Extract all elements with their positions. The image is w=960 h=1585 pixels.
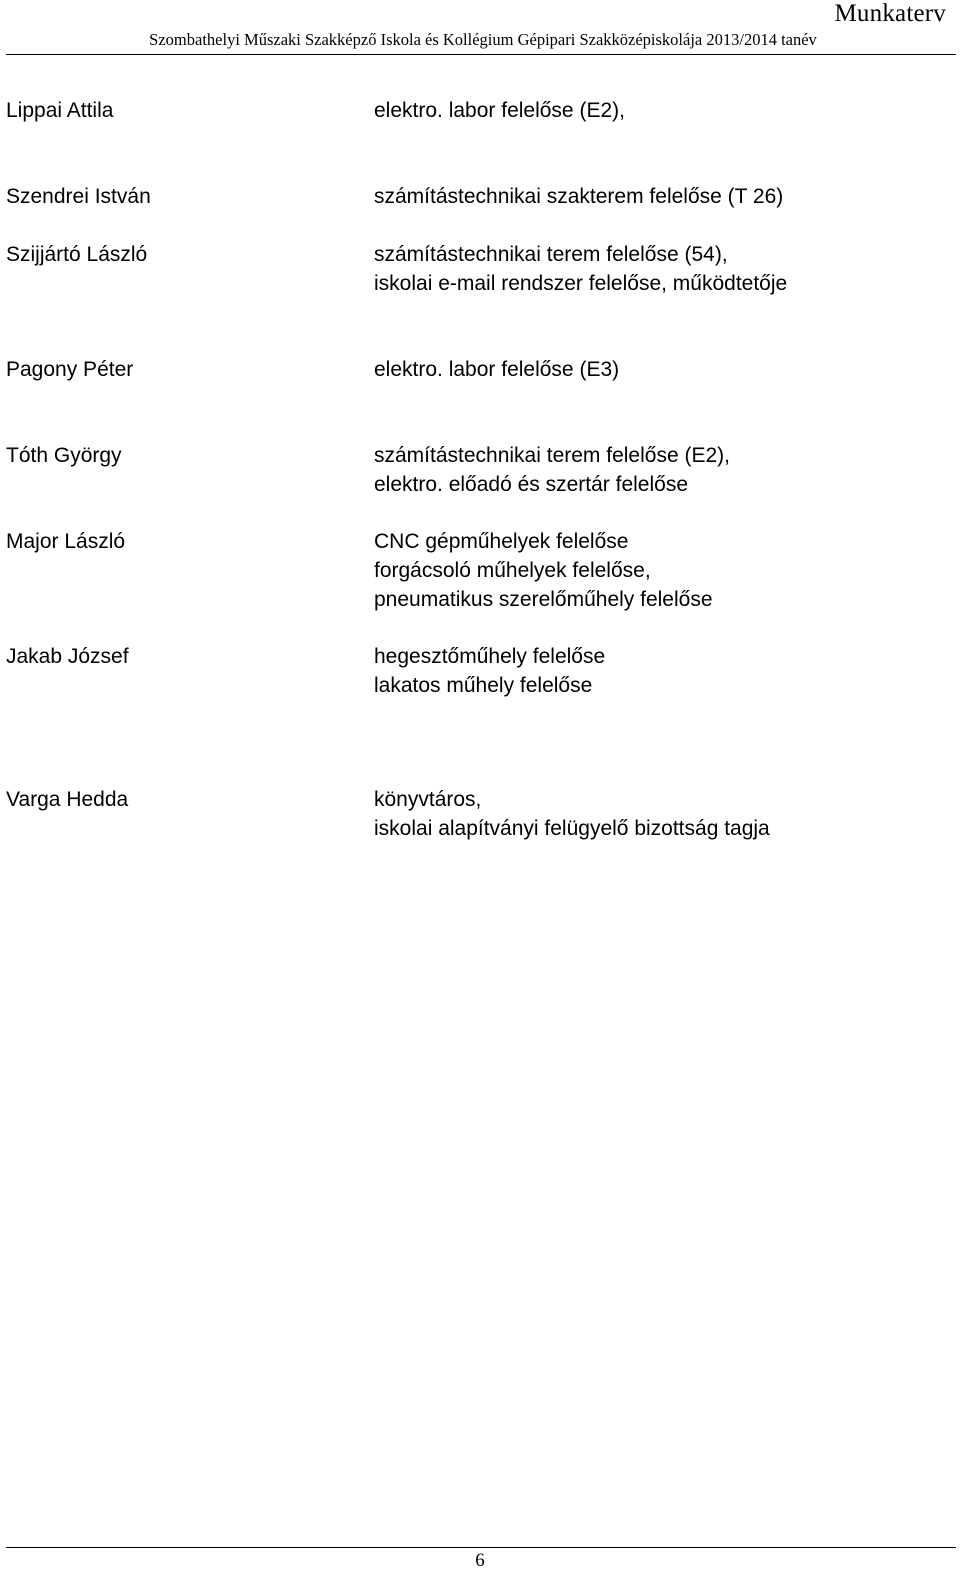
staff-name: Jakab József bbox=[6, 645, 129, 668]
staff-name: Lippai Attila bbox=[6, 99, 114, 122]
staff-duties bbox=[374, 240, 787, 298]
staff-duties bbox=[374, 642, 605, 700]
duty-line: pneumatikus szerelőműhely felelőse bbox=[374, 588, 713, 611]
staff-duties bbox=[374, 182, 783, 211]
staff-duties bbox=[374, 441, 730, 499]
staff-name: Szendrei István bbox=[6, 185, 151, 208]
staff-duties bbox=[374, 355, 619, 384]
duty-line: hegesztőműhely felelőse bbox=[374, 645, 606, 668]
duty-line: számítástechnikai terem felelőse (E2), bbox=[374, 444, 730, 467]
duty-line: elektro. labor felelőse (E2), bbox=[374, 99, 625, 122]
document-title: Munkaterv bbox=[834, 0, 946, 27]
staff-duties bbox=[374, 96, 625, 125]
staff-duties bbox=[374, 785, 770, 843]
document-subtitle: Szombathelyi Műszaki Szakképző Iskola és Kollégium Gépipari Szakközépiskolája 2013/2014 tanév bbox=[149, 30, 817, 49]
duty-line: elektro. labor felelőse (E3) bbox=[374, 358, 620, 381]
duty-line: számítástechnikai szakterem felelőse (T 26) bbox=[374, 185, 784, 208]
duty-line: iskolai alapítványi felügyelő bizottság tagja bbox=[374, 817, 770, 840]
duty-line: könyvtáros, bbox=[374, 788, 482, 811]
duty-line: CNC gépműhelyek felelőse bbox=[374, 530, 629, 553]
duty-line: forgácsoló műhelyek felelőse, bbox=[374, 559, 651, 582]
page-number: 6 bbox=[475, 1550, 485, 1571]
header-divider bbox=[6, 54, 956, 55]
staff-name: Major László bbox=[6, 530, 126, 553]
duty-line: iskolai e-mail rendszer felelőse, működtetője bbox=[374, 272, 788, 295]
staff-name: Tóth György bbox=[6, 444, 122, 467]
staff-name: Szijjártó László bbox=[6, 243, 148, 266]
duty-line: elektro. előadó és szertár felelőse bbox=[374, 473, 689, 496]
duty-line: számítástechnikai terem felelőse (54), bbox=[374, 243, 728, 266]
duty-line: lakatos műhely felelőse bbox=[374, 674, 593, 697]
staff-duties bbox=[374, 527, 713, 614]
staff-name: Pagony Péter bbox=[6, 358, 134, 381]
staff-name: Varga Hedda bbox=[6, 788, 129, 811]
footer-divider bbox=[6, 1547, 956, 1548]
